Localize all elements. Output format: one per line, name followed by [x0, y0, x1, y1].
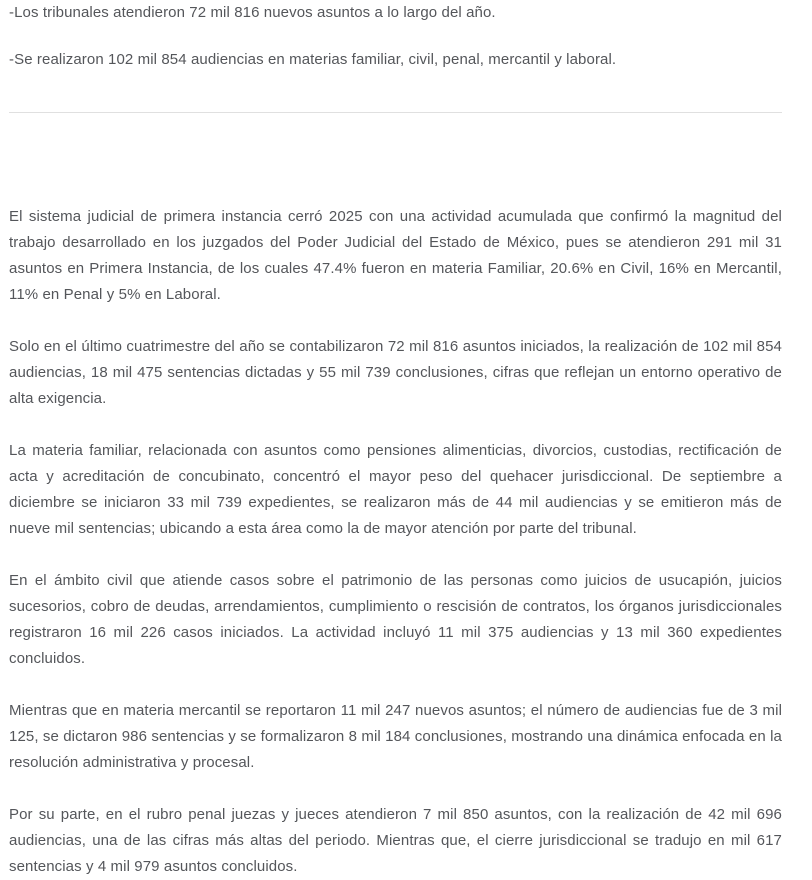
body-paragraph-mercantil: Mientras que en materia mercantil se reportaron 11 mil 247 nuevos asuntos; el número de audiencias fue de 3 mil 125, se dictaron 986 sentencias y se formalizaron 8 mil 184 conclusiones, mostrando una dinámica enfocada en la resolución administrativa y procesal.: [9, 702, 782, 771]
body-paragraph-civil: En el ámbito civil que atiende casos sobre el patrimonio de las personas como juicios de usucapión, juicios sucesorios, cobro de deudas, arrendamientos, cumplimiento o rescisión de contratos, los órganos jurisdiccionales registraron 16 mil 226 casos iniciados. La actividad incluyó 11 mil 375 audiencias y 13 mil 360 expedientes concluidos.: [9, 572, 782, 667]
intro-bullet-1: -Los tribunales atendieron 72 mil 816 nuevos asuntos a lo largo del año.: [9, 4, 496, 21]
body-paragraph-cuatrimestre: Solo en el último cuatrimestre del año se contabilizaron 72 mil 816 asuntos iniciados, la realización de 102 mil 854 audiencias, 18 mil 475 sentencias dictadas y 55 mil 739 conclusiones, cifras que reflejan un entorno operativo de alta exigencia.: [9, 338, 782, 407]
body-paragraph-summary: El sistema judicial de primera instancia cerró 2025 con una actividad acumulada que confirmó la magnitud del trabajo desarrollado en los juzgados del Poder Judicial del Estado de México, pues se atendieron 291 mil 31 asuntos en Primera Instancia, de los cuales 47.4% fueron en materia Familiar, 20.6% en Civil, 16% en Mercantil, 11% en Penal y 5% en Laboral.: [9, 208, 782, 303]
intro-bullet-2: -Se realizaron 102 mil 854 audiencias en materias familiar, civil, penal, mercantil y laboral.: [9, 51, 617, 68]
body-paragraph-penal: Por su parte, en el rubro penal juezas y jueces atendieron 7 mil 850 asuntos, con la realización de 42 mil 696 audiencias, una de las cifras más altas del periodo. Mientras que, el cierre jurisdiccional se tradujo en mil 617 sentencias y 4 mil 979 asuntos concluidos.: [9, 806, 782, 875]
body-paragraph-familiar: La materia familiar, relacionada con asuntos como pensiones alimenticias, divorcios, custodias, rectificación de acta y acreditación de concubinato, concentró el mayor peso del quehacer jurisdiccional. De septiembre a diciembre se iniciaron 33 mil 739 expedientes, se realizaron más de 44 mil audiencias y se emitieron más de nueve mil sentencias; ubicando a esta área como la de mayor atención por parte del tribunal.: [9, 442, 782, 537]
section-divider: [9, 112, 782, 113]
